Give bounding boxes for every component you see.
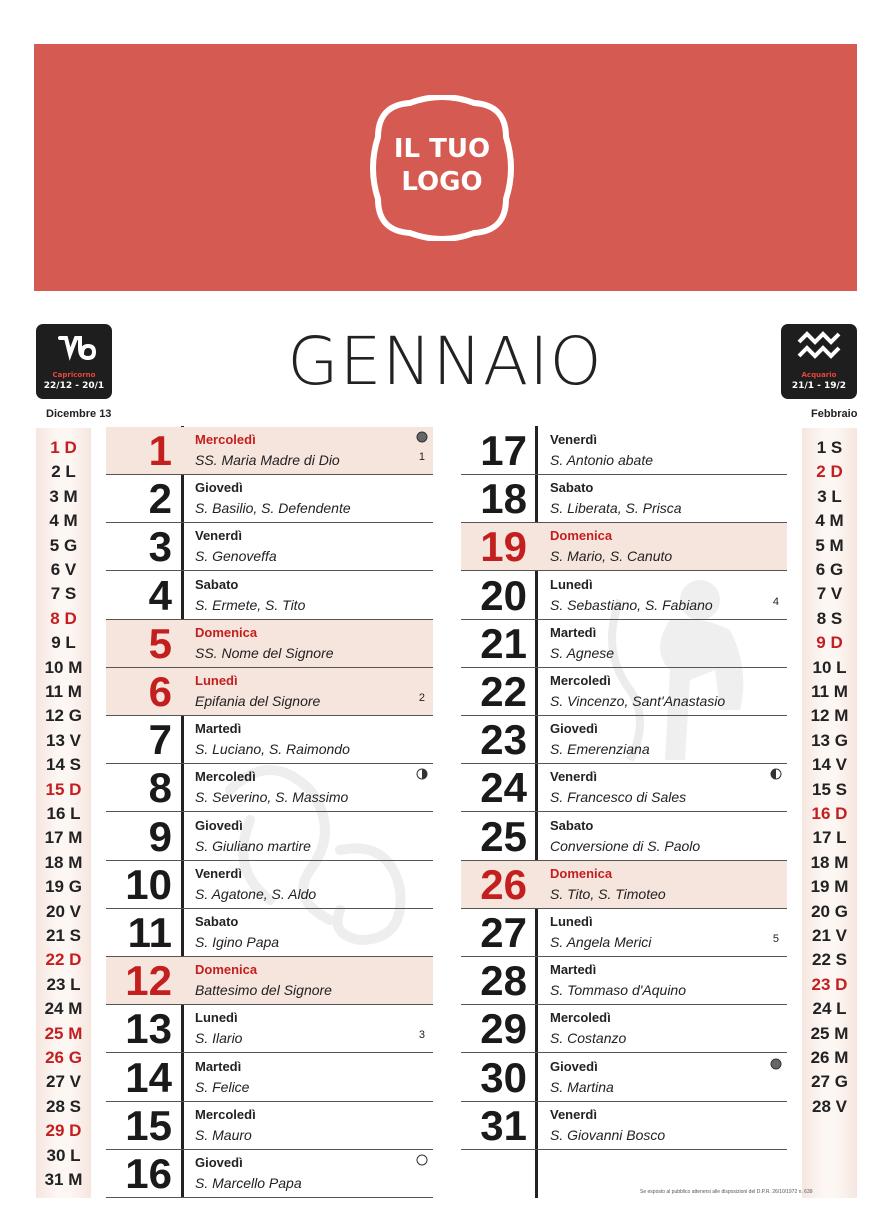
saint-name: S. Tito, S. Timoteo (550, 885, 666, 902)
saint-name: S. Tommaso d'Aquino (550, 982, 687, 999)
prev-month-day: 18 M (44, 852, 83, 872)
next-month-day: 8 S (816, 608, 843, 628)
day-number: 2 (148, 475, 172, 523)
weekday-name: Venerdì (550, 769, 597, 785)
day-number: 27 (480, 909, 527, 956)
day-number: 14 (125, 1053, 172, 1101)
prev-month-day: 30 L (46, 1145, 81, 1165)
prev-month-day: 1 D (50, 438, 77, 457)
saint-name: S. Sebastiano, S. Fabiano (550, 596, 713, 613)
saint-name: S. Agnese (550, 644, 615, 661)
zodiac-left-name: Capricorno (52, 371, 96, 379)
saint-name: S. Giuliano martire (195, 837, 311, 854)
saint-name: S. Giovanni Bosco (550, 1126, 666, 1143)
saint-name: S. Antonio abate (550, 452, 654, 468)
prev-month-day: 22 D (45, 950, 82, 970)
day-number: 3 (148, 523, 172, 571)
day-number: 30 (480, 1053, 527, 1101)
prev-month-day: 15 D (45, 779, 82, 799)
saint-name: Epifania del Signore (195, 693, 321, 709)
next-month-day: 25 M (810, 1023, 849, 1043)
day-number: 18 (480, 475, 527, 523)
prev-month-day: 31 M (44, 1170, 83, 1189)
zodiac-right-dates: 21/1 - 19/2 (791, 381, 847, 391)
prev-month-day: 21 S (46, 926, 81, 945)
next-month-day: 18 M (810, 852, 849, 872)
next-month-day: 21 V (812, 926, 847, 945)
day-row-25 (461, 813, 787, 861)
prev-month-day: 19 G (45, 877, 82, 897)
day-number: 9 (148, 812, 172, 860)
saint-name: SS. Nome del Signore (195, 644, 334, 661)
logo-text (370, 133, 514, 199)
weekday-name: Domenica (195, 962, 258, 978)
weekday-name: Venerdì (195, 865, 242, 881)
week-number: 1 (418, 451, 425, 463)
saint-name: S. Vincenzo, Sant'Anastasio (550, 693, 726, 709)
day-number: 12 (125, 957, 172, 1005)
capricorn-icon (36, 328, 112, 364)
weekday-name: Lunedì (195, 673, 238, 688)
day-row-10 (106, 861, 433, 909)
prev-month-day: 17 M (44, 828, 83, 848)
day-number: 28 (480, 957, 527, 1005)
day-number: 6 (148, 668, 172, 715)
legal-footnote: Se esposto al pubblico attenersi alle disposizioni del D.P.R. 26/10/1972 n. 639 (640, 1189, 813, 1195)
day-row-26 (461, 861, 787, 909)
saint-name: S. Mauro (195, 1126, 252, 1143)
saint-name: Battesimo del Signore (195, 982, 332, 999)
saint-name: S. Agatone, S. Aldo (195, 885, 317, 902)
zodiac-badge-right (781, 324, 857, 399)
saint-name: S. Severino, S. Massimo (195, 789, 349, 806)
weekday-name: Sabato (550, 817, 594, 833)
next-month-day: 28 V (812, 1096, 847, 1116)
day-row-1 (106, 427, 433, 475)
prev-month-day: 9 L (51, 633, 76, 653)
weekday-name: Giovedì (195, 480, 243, 496)
prev-month-day: 26 G (45, 1048, 82, 1067)
day-number: 4 (148, 571, 172, 619)
day-number: 20 (480, 571, 527, 619)
day-row-4 (106, 572, 433, 620)
next-month-day: 23 D (811, 974, 848, 994)
day-row-30 (461, 1054, 787, 1102)
prev-month-day: 2 L (51, 462, 76, 482)
day-row-7 (106, 716, 433, 764)
day-row-13 (106, 1005, 433, 1053)
day-row-2 (106, 475, 433, 523)
day-row-24 (461, 764, 787, 812)
day-number: 11 (127, 909, 172, 956)
day-row-3 (106, 523, 433, 571)
day-number: 26 (480, 860, 527, 908)
next-month-day: 1 S (816, 438, 843, 457)
weekday-name: Mercoledì (550, 673, 611, 688)
day-number: 31 (480, 1101, 527, 1149)
day-row-19 (461, 523, 787, 571)
prev-month-day: 20 V (46, 901, 81, 921)
prev-month-day: 25 M (44, 1023, 83, 1043)
day-number: 10 (125, 860, 172, 908)
weekday-name: Mercoledì (195, 769, 256, 785)
next-month-day: 17 L (812, 828, 847, 848)
day-row-17 (461, 427, 787, 475)
week-number: 4 (772, 595, 779, 608)
day-row-9 (106, 813, 433, 861)
weekday-name: Mercoledì (550, 1010, 611, 1026)
saint-name: S. Costanzo (550, 1030, 627, 1047)
prev-month-day: 14 S (46, 755, 81, 775)
next-month-day: 20 G (811, 901, 848, 921)
next-month-title: Febbraio (811, 408, 858, 420)
zodiac-badge-left (36, 324, 112, 399)
weekday-name: Giovedì (195, 1155, 243, 1170)
next-month-day: 16 D (811, 804, 848, 823)
next-month-day: 4 M (815, 511, 844, 531)
next-month-day: 27 G (811, 1072, 848, 1092)
next-month-day: 7 V (816, 584, 843, 604)
full-moon-icon (770, 1058, 782, 1070)
weekday-name: Sabato (195, 576, 239, 592)
prev-month-day: 6 V (50, 560, 77, 579)
day-number: 7 (148, 716, 172, 764)
next-month-day: 24 L (812, 999, 847, 1019)
weekday-name: Giovedì (550, 1058, 598, 1074)
day-number: 8 (148, 764, 172, 812)
next-month-day: 6 G (815, 560, 844, 579)
prev-month-column (36, 428, 91, 1198)
saint-name: S. Francesco di Sales (550, 789, 687, 806)
weekday-name: Sabato (195, 914, 239, 929)
new-moon-icon (416, 1154, 428, 1166)
month-title: GENNAIO (287, 323, 603, 400)
logo-line-2: LOGO (401, 167, 483, 197)
weekday-name: Lunedì (195, 1010, 238, 1026)
next-month-day: 12 M (810, 706, 849, 726)
day-number: 17 (480, 427, 527, 474)
day-row-29 (461, 1005, 787, 1053)
day-number: 15 (125, 1101, 172, 1149)
day-row-8 (106, 764, 433, 812)
saint-name: S. Luciano, S. Raimondo (195, 741, 350, 758)
saint-name: S. Liberata, S. Prisca (550, 500, 682, 517)
day-row-20 (461, 572, 787, 620)
next-month-day: 10 L (812, 657, 847, 677)
weekday-name: Martedì (550, 624, 597, 640)
week-number: 2 (418, 692, 425, 704)
zodiac-left-dates: 22/12 - 20/1 (43, 381, 105, 391)
saint-name: S. Emerenziana (550, 741, 650, 758)
day-row-31 (461, 1102, 787, 1150)
prev-month-day: 8 D (50, 608, 77, 628)
day-row-16 (106, 1150, 433, 1198)
prev-month-day: 10 M (44, 657, 83, 677)
weekday-name: Venerdì (195, 528, 242, 544)
next-month-day: 19 M (810, 877, 849, 897)
weekday-name: Mercoledì (195, 432, 256, 447)
next-month-day: 11 M (811, 682, 848, 701)
saint-name: S. Marcello Papa (195, 1175, 302, 1191)
day-number: 29 (480, 1005, 527, 1053)
prev-month-day: 28 S (46, 1096, 81, 1116)
next-month-day: 26 M (810, 1048, 849, 1067)
prev-month-day: 23 L (46, 974, 81, 994)
week-number: 3 (418, 1029, 425, 1042)
day-row-22 (461, 668, 787, 716)
prev-month-day: 29 D (45, 1121, 82, 1141)
aquarius-icon (781, 328, 857, 364)
saint-name: S. Martina (550, 1078, 614, 1095)
day-row-28 (461, 957, 787, 1005)
saint-name: S. Ermete, S. Tito (195, 596, 306, 613)
zodiac-right-name: Acquario (801, 371, 837, 379)
saint-name: S. Ilario (195, 1030, 243, 1047)
next-month-day: 14 V (812, 755, 847, 775)
last-quarter-moon-icon (770, 768, 782, 780)
weekday-name: Lunedì (550, 576, 593, 592)
next-month-day: 5 M (815, 535, 844, 555)
weekday-name: Mercoledì (195, 1106, 256, 1122)
prev-month-day: 27 V (46, 1072, 81, 1092)
weekday-name: Giovedì (195, 817, 243, 833)
day-row-21 (461, 620, 787, 668)
saint-name: S. Mario, S. Canuto (550, 548, 673, 565)
day-number: 16 (125, 1150, 172, 1197)
saint-name: SS. Maria Madre di Dio (195, 452, 340, 468)
saint-name: S. Basilio, S. Defendente (195, 500, 351, 517)
day-row-12 (106, 957, 433, 1005)
prev-month-day: 4 M (49, 511, 78, 531)
full-moon-icon (416, 431, 428, 443)
weekday-name: Martedì (550, 962, 597, 978)
week-number: 5 (772, 933, 779, 945)
prev-month-day: 12 G (45, 706, 82, 726)
weekday-name: Giovedì (550, 721, 598, 737)
day-row-27 (461, 909, 787, 957)
day-number: 22 (480, 668, 527, 715)
next-month-day: 2 D (816, 462, 843, 482)
prev-month-day: 13 V (46, 730, 81, 750)
day-number: 24 (480, 764, 527, 812)
saint-name: S. Angela Merici (550, 934, 652, 950)
weekday-name: Martedì (195, 1058, 242, 1074)
weekday-name: Sabato (550, 480, 594, 496)
saint-name: S. Igino Papa (195, 934, 280, 950)
prev-month-title: Dicembre 13 (46, 408, 112, 420)
day-number: 23 (480, 716, 527, 764)
day-row-18 (461, 475, 787, 523)
weekday-name: Lunedì (550, 914, 593, 929)
day-number: 1 (148, 427, 172, 474)
weekday-name: Domenica (550, 865, 613, 881)
weekday-name: Venerdì (550, 1106, 597, 1122)
prev-month-day: 5 G (49, 535, 78, 555)
prev-month-day: 7 S (50, 584, 77, 604)
weekday-name: Domenica (550, 528, 613, 544)
day-number: 25 (480, 812, 527, 860)
next-month-column (802, 428, 857, 1198)
saint-name: S. Felice (195, 1078, 250, 1095)
day-row-11 (106, 909, 433, 957)
day-number: 21 (480, 619, 527, 667)
weekday-name: Martedì (195, 721, 242, 737)
weekday-name: Domenica (195, 624, 258, 640)
next-month-day: 15 S (812, 779, 847, 799)
day-row-15 (106, 1102, 433, 1150)
prev-month-day: 3 M (49, 486, 78, 506)
prev-month-day: 24 M (44, 999, 83, 1019)
day-number: 19 (480, 523, 527, 571)
saint-name: Conversione di S. Paolo (550, 837, 701, 854)
next-month-day: 9 D (816, 633, 843, 653)
day-row-6 (106, 668, 433, 716)
day-row-5 (106, 620, 433, 668)
logo-line-1: IL TUO (393, 134, 491, 164)
day-number: 13 (125, 1005, 172, 1053)
first-quarter-moon-icon (416, 768, 428, 780)
weekday-name: Venerdì (550, 432, 597, 447)
saint-name: S. Genoveffa (195, 548, 277, 565)
day-number: 5 (148, 619, 172, 667)
prev-month-day: 11 M (45, 682, 82, 701)
next-month-day: 13 G (811, 730, 848, 750)
day-row-14 (106, 1054, 433, 1102)
prev-month-day: 16 L (46, 804, 81, 823)
next-month-day: 22 S (812, 950, 847, 970)
day-row-23 (461, 716, 787, 764)
next-month-day: 3 L (817, 486, 842, 506)
